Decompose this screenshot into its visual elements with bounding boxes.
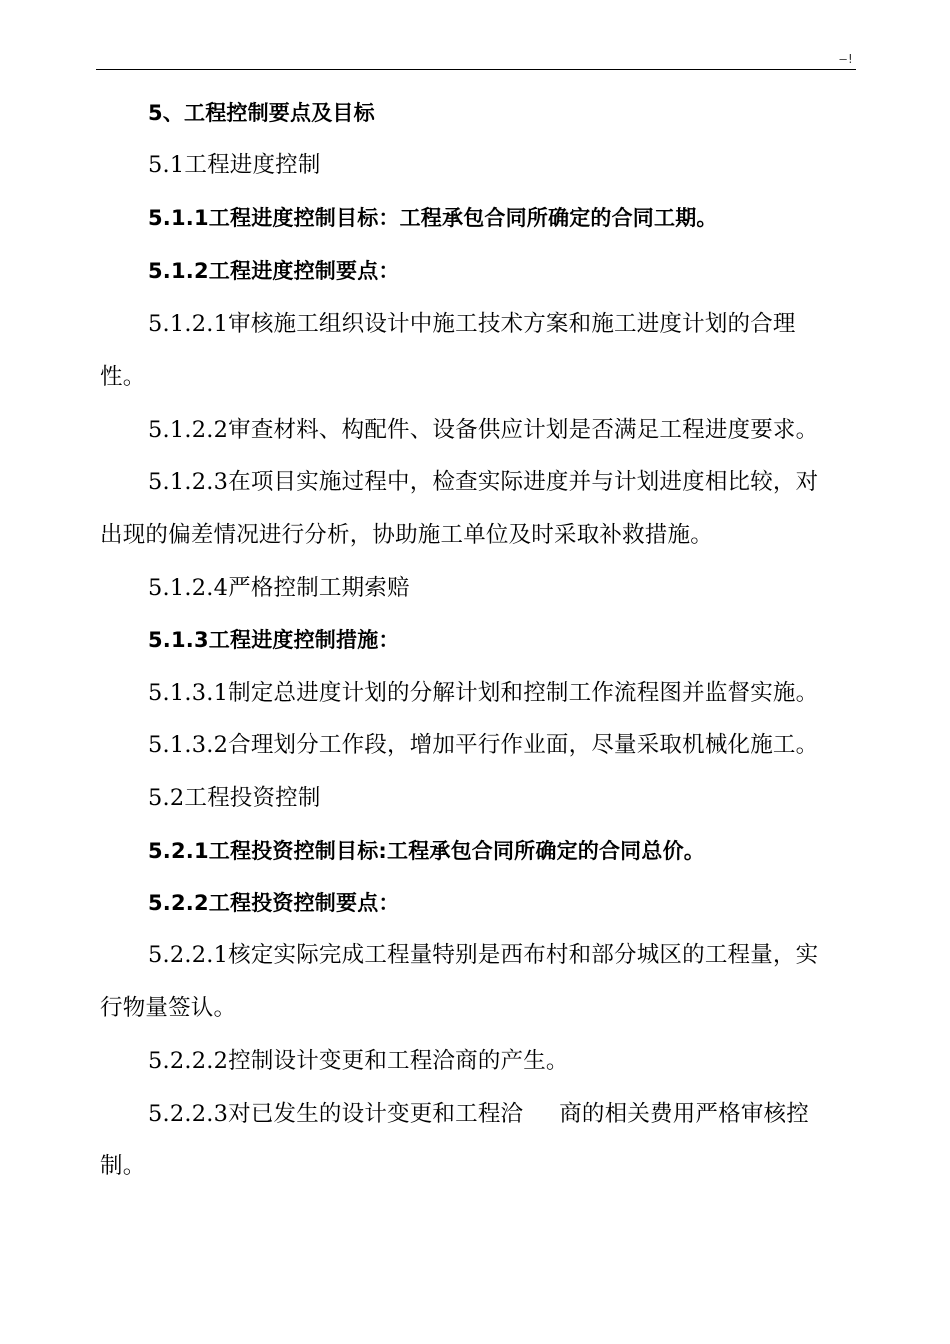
paragraph-5-2-2-1-line2: 行物量签认。 [100,995,237,1021]
heading-5-1-1: 5.1.1工程进度控制目标：工程承包合同所确定的合同工期。 [148,206,718,230]
paragraph-5-2-2-3-line1 [148,1099,809,1129]
paragraph-5-1-2-1-line2: 性。 [100,364,146,390]
heading-5: 5、工程控制要点及目标 [148,101,375,125]
paragraph-5-1-2-4: 5.1.2.4严格控制工期索赔 [148,575,410,601]
paragraph-5-1-3-2: 5.1.3.2合理划分工作段，增加平行作业面，尽量采取机械化施工。 [148,732,819,758]
heading-5-1: 5.1工程进度控制 [148,152,321,178]
header-mark: –! [839,52,854,66]
paragraph-5-2-2-2: 5.2.2.2控制设计变更和工程洽商的产生。 [148,1048,569,1074]
paragraph-5-1-2-1-line1: 5.1.2.1审核施工组织设计中施工技术方案和施工进度计划的合理 [148,311,796,337]
paragraph-5-1-2-3-line1: 5.1.2.3在项目实施过程中，检查实际进度并与计划进度相比较，对 [148,469,819,495]
paragraph-5-2-2-3-line2: 制。 [100,1153,146,1179]
paragraph-5-2-2-1-line1: 5.2.2.1核定实际完成工程量特别是西布村和部分城区的工程量，实 [148,942,819,968]
heading-5-2-1: 5.2.1工程投资控制目标:工程承包合同所确定的合同总价。 [148,839,705,863]
heading-5-1-3: 5.1.3工程进度控制措施： [148,628,400,652]
paragraph-5-2-2-3-part2: 商的相关费用严格审核控 [559,1101,809,1127]
paragraph-5-2-2-3-part1: 5.2.2.3对已发生的设计变更和工程洽 [148,1101,524,1127]
heading-5-2: 5.2工程投资控制 [148,785,321,811]
heading-5-1-2: 5.1.2工程进度控制要点： [148,259,400,283]
paragraph-5-1-2-3-line2: 出现的偏差情况进行分析，协助施工单位及时采取补救措施。 [100,522,713,548]
heading-5-2-2: 5.2.2工程投资控制要点： [148,891,400,915]
paragraph-5-1-2-2: 5.1.2.2审查材料、构配件、设备供应计划是否满足工程进度要求。 [148,417,819,443]
paragraph-5-1-3-1: 5.1.3.1制定总进度计划的分解计划和控制工作流程图并监督实施。 [148,680,819,706]
header-rule [96,69,856,70]
